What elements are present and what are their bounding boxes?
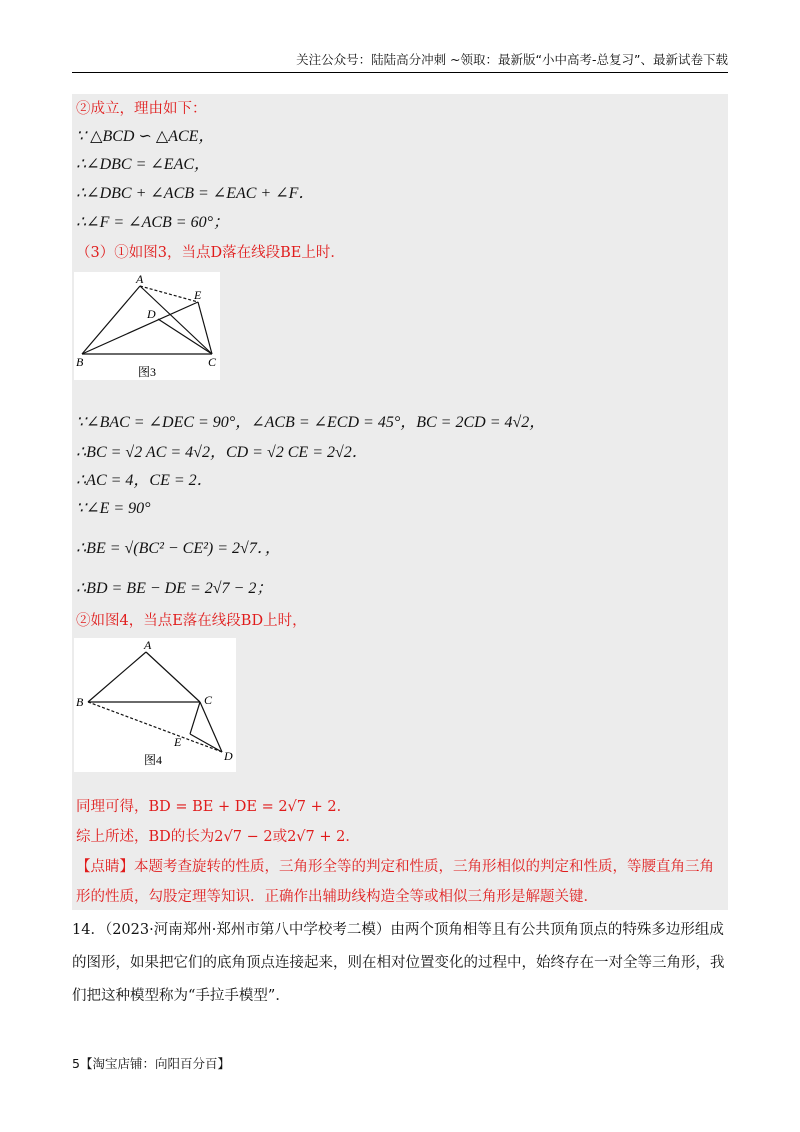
comment-note: 【点睛】本题考查旋转的性质，三角形全等的判定和性质，三角形相似的判定和性质，等腰直角三角形的性质，勾股定理等知识．正确作出辅助线构造全等或相似三角形是解题关键． (76, 859, 714, 905)
figure-4-diagram (74, 638, 236, 772)
answer-line-7: ∵∠BAC = ∠DEC = 90°，∠ACB = ∠ECD = 45°，BC = 2CD = 4√2， (76, 414, 546, 431)
fig3-caption: 图3 (138, 365, 157, 379)
page-footer: 5【淘宝店铺：向阳百分百】 (72, 1056, 230, 1071)
answer-line-13: ②如图4，当点E落在线段BD上时， (76, 613, 307, 629)
answer-block (72, 94, 728, 910)
figure-4 (74, 638, 236, 772)
fig3-label-c: C (208, 355, 217, 369)
answer-line-4: ∴∠DBC + ∠ACB = ∠EAC + ∠F． (76, 185, 315, 202)
answer-line-11: ∴BE = √(BC² − CE²) = 2√7．， (76, 540, 281, 557)
answer-line-15: 综上所述，BD的长为2√7 − 2或2√7 + 2． (76, 829, 360, 845)
fig3-label-e: E (194, 288, 202, 302)
answer-line-2: ∵ △BCD ∽ △ACE， (76, 128, 215, 145)
fig4-label-e: E (174, 735, 182, 749)
answer-line-9: ∴AC = 4，CE = 2． (76, 472, 213, 489)
answer-line-10: ∵∠E = 90° (76, 500, 151, 517)
fig4-label-a: A (144, 638, 152, 652)
fig4-label-d: D (224, 749, 233, 763)
fig4-caption: 图4 (144, 753, 163, 767)
fig4-label-c: C (204, 693, 213, 707)
page-header (72, 50, 728, 73)
answer-line-6: （3）①如图3，当点D落在线段BE上时． (76, 245, 345, 261)
fig3-label-d: D (147, 307, 156, 321)
answer-line-14: 同理可得，BD = BE + DE = 2√7 + 2． (76, 799, 352, 815)
question-14: 14．（2023·河南郑州·郑州市第八中学校考二模）由两个顶角相等且有公共顶角顶点的特殊多边形组成的图形，如果把它们的底角顶点连接起来，则在相对位置变化的过程中，始终存在一对全等三角形，我们把这种模型称为“手拉手模型”． (72, 922, 725, 1004)
figure-3-diagram (74, 272, 220, 380)
fig3-label-b: B (76, 355, 84, 369)
fig4-label-b: B (76, 695, 84, 709)
answer-line-12: ∴BD = BE − DE = 2√7 − 2； (76, 580, 273, 597)
figure-3 (74, 272, 220, 380)
header-text: 关注公众号：陆陆高分冲刺 ~领取：最新版“小中高考-总复习”、最新试卷下载 (296, 52, 728, 67)
answer-line-8: ∴BC = √2 AC = 4√2，CD = √2 CE = 2√2． (76, 444, 368, 461)
fig3-label-a: A (136, 272, 144, 286)
answer-line-3: ∴∠DBC = ∠EAC， (76, 156, 211, 173)
answer-line-5: ∴∠F = ∠ACB = 60°； (76, 214, 229, 231)
answer-line-1: ②成立，理由如下： (76, 101, 207, 117)
